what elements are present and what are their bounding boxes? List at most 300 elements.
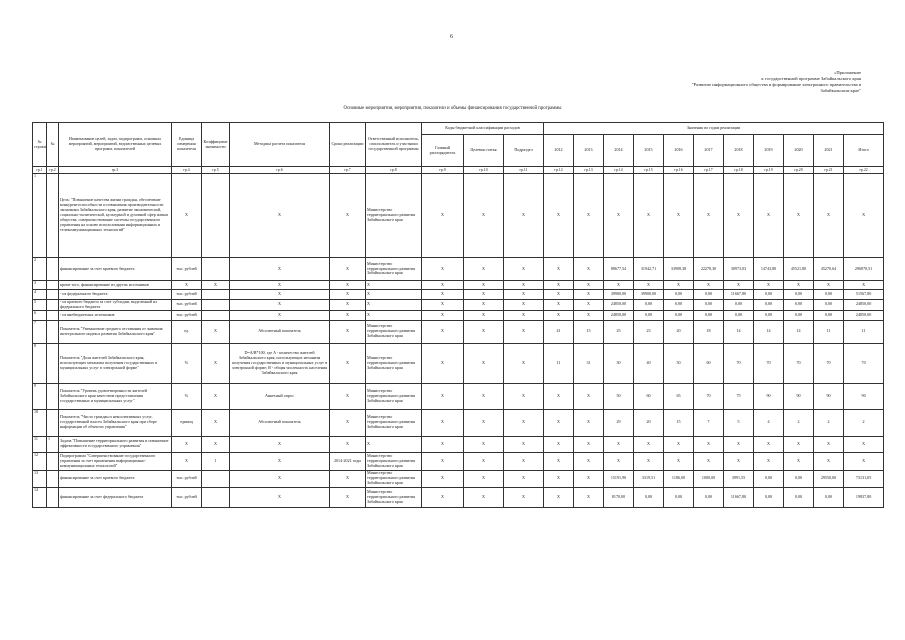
target-article-cell: X [464,470,504,487]
subsection-cell: X [504,320,544,343]
method-cell: Абсолютный показатель [230,320,330,343]
header-year: 2013 [574,135,604,167]
header-coef: Коэффициент значимости [202,123,230,167]
row-number-cell: 11 [33,436,47,452]
name-cell: - из федерального бюджета [59,290,172,300]
executor-cell: Министерство территориального развития Забайкальского края [366,258,422,281]
year-value-cell: X [724,452,754,470]
column-number-cell: гр.16 [664,167,694,174]
subsection-cell: X [504,281,544,290]
year-value-cell: 0,00 [664,310,694,320]
header-subsection: Подраздел [504,135,544,167]
year-value-cell: X [574,281,604,290]
year-value-cell: X [544,290,574,300]
column-number-cell: гр.20 [784,167,814,174]
column-number-cell: гр.6 [230,167,330,174]
year-value-cell: 33908,38 [664,258,694,281]
header-executor: Ответственный исполнитель, соисполнитель и участники государственной программы [366,123,422,167]
year-value-cell: X [574,174,604,258]
main-manager-cell: X [422,174,464,258]
executor-cell: X [366,300,422,311]
target-article-cell: X [464,487,504,507]
year-value-cell: X [544,310,574,320]
year-value-cell: X [574,290,604,300]
document-title: Основные мероприятия, мероприятия, показатели и объемы финансирования государственной программы [343,106,562,111]
column-number-cell: гр.14 [604,167,634,174]
header-row-no: № строки [33,123,47,167]
year-value-cell: 8170,00 [604,487,634,507]
year-value-cell: 3319,51 [634,470,664,487]
year-value-cell: 22278,30 [694,258,724,281]
coef-cell: X [202,409,230,436]
term-cell: X [330,343,366,383]
name-cell: финансирование за счет федерального бюджета [59,487,172,507]
year-value-cell: X [604,174,634,258]
main-manager-cell: X [422,281,464,290]
target-article-cell: X [464,310,504,320]
executor-cell: X [366,281,422,290]
year-value-cell: X [544,409,574,436]
executor-cell: Министерство территориального развития Забайкальского края [366,383,422,409]
item-number-cell [47,452,59,470]
main-manager-cell: X [422,300,464,311]
item-number-cell [47,258,59,281]
year-value-cell: 11667,80 [724,290,754,300]
main-manager-cell: X [422,470,464,487]
column-number-cell: гр.11 [504,167,544,174]
coef-cell: X [202,436,230,452]
method-cell: X [230,281,330,290]
target-article-cell: X [464,281,504,290]
column-number-cell: гр.3 [59,167,172,174]
table-row [33,300,884,311]
row-number-cell: 7 [33,320,47,343]
year-value-cell: X [844,174,884,258]
year-value-cell: 4 [754,409,784,436]
year-value-cell: 90 [844,383,884,409]
subsection-cell: X [504,174,544,258]
unit-cell: % [172,343,202,383]
year-value-cell: 2 [784,409,814,436]
column-number-cell: гр.22 [844,167,884,174]
year-value-cell: 0,00 [754,290,784,300]
table-row [33,383,884,409]
column-number-cell: гр.17 [694,167,724,174]
table-row [33,487,884,507]
year-value-cell: X [574,487,604,507]
year-value-cell: 3991,55 [724,470,754,487]
header-year: 2014 [604,135,634,167]
subsection-cell: X [504,436,544,452]
name-cell: Цель: "Повышение качества жизни граждан, обеспечение конкурентоспособности и повышения производительности экономики Забайкальского края, развитие экономической, социально-политической, культурной и духовной сфер жизни общества, совершенствование системы государственного управления на основе использования информационных и телекоммуникационных технологий" [59,174,172,258]
name-cell: Подпрограмма "Совершенствование государственного управления за счет применения информационно-коммуникационных технологий" [59,452,172,470]
method-cell: X [230,470,330,487]
year-value-cell: 0,00 [724,310,754,320]
row-number-cell: 1 [33,174,47,258]
year-value-cell: 0,00 [664,290,694,300]
unit-cell: X [172,281,202,290]
unit-cell: тыс. рублей [172,290,202,300]
name-cell: кроме того, финансирование из других источников [59,281,172,290]
coef-cell: X [202,343,230,383]
year-value-cell: X [784,452,814,470]
main-manager-cell: X [422,343,464,383]
year-value-cell: X [724,174,754,258]
item-number-cell [47,487,59,507]
year-value-cell: 14 [784,320,814,343]
item-number-cell [47,300,59,311]
year-value-cell: X [604,281,634,290]
unit-cell: тыс. рублей [172,470,202,487]
header-year: 2018 [724,135,754,167]
year-value-cell: 0,00 [664,487,694,507]
main-manager-cell: X [422,436,464,452]
term-cell: X [330,300,366,311]
year-value-cell: 90 [754,383,784,409]
year-value-cell: 0,00 [754,487,784,507]
row-number-cell: 12 [33,452,47,470]
year-value-cell: 70 [814,343,844,383]
year-value-cell: X [784,436,814,452]
year-value-cell: 18 [694,320,724,343]
item-number-cell [47,281,59,290]
year-value-cell: 39900,00 [634,290,664,300]
year-value-cell: 0,00 [814,310,844,320]
header-budget-codes: Коды бюджетной классификации расходов [422,123,544,135]
year-value-cell: 41 [544,320,574,343]
year-value-cell: X [634,174,664,258]
year-value-cell: 0,00 [634,300,664,311]
header-line: «Приложение [834,70,861,75]
year-value-cell: X [634,281,664,290]
coef-cell: X [202,320,230,343]
table-header [33,123,884,174]
main-manager-cell: X [422,290,464,300]
year-value-cell: 0,00 [694,487,724,507]
year-value-cell: X [754,436,784,452]
coef-cell [202,290,230,300]
table-row [33,174,884,258]
subsection-cell: X [504,343,544,383]
year-value-cell: X [664,452,694,470]
table-row [33,470,884,487]
main-manager-cell: X [422,452,464,470]
method-cell: X [230,436,330,452]
year-value-cell: 51567,80 [844,290,884,300]
year-value-cell: 0,00 [814,300,844,311]
year-value-cell: X [694,281,724,290]
target-article-cell: X [464,452,504,470]
year-value-cell: 24850,00 [844,310,884,320]
method-cell: Абсолютный показатель [230,409,330,436]
unit-cell: X [172,452,202,470]
term-cell: X [330,470,366,487]
header-unit: Единица измерения показателя [172,123,202,167]
header-no: № [47,123,59,167]
year-value-cell: X [694,436,724,452]
year-value-cell: 0,00 [784,290,814,300]
header-year: 2015 [634,135,664,167]
subsection-cell: X [504,409,544,436]
coef-cell [202,470,230,487]
column-number-cell: гр.8 [366,167,422,174]
method-cell: Анкетный опрос [230,383,330,409]
year-value-cell: 0,00 [754,300,784,311]
year-value-cell: 25 [604,320,634,343]
subsection-cell: X [504,290,544,300]
table-row [33,436,884,452]
column-numbers-row [33,167,884,174]
method-cell: X [230,487,330,507]
executor-cell: X [366,436,422,452]
year-value-cell: 19837,80 [844,487,884,507]
target-article-cell: X [464,320,504,343]
method-cell: D=A/B*100, где A - количество жителей Забайкальского края, использующих механизм получения государственных и муниципальных услуг в электронной форме; B - общая численность населения Забайкальского края [230,343,330,383]
executor-cell: Министерство территориального развития Забайкальского края [366,174,422,258]
table-row [33,409,884,436]
term-cell: X [330,409,366,436]
year-value-cell: X [544,436,574,452]
row-number-cell: 14 [33,487,47,507]
year-value-cell: 0,00 [694,310,724,320]
method-cell: X [230,290,330,300]
name-cell: финансирование за счет краевого бюджета [59,258,172,281]
year-value-cell: X [724,436,754,452]
column-number-cell: гр.2 [47,167,59,174]
year-value-cell: 11 [844,320,884,343]
unit-cell: % [172,383,202,409]
coef-cell [202,258,230,281]
year-value-cell: X [814,436,844,452]
year-value-cell: X [544,383,574,409]
year-value-cell: 0,00 [724,300,754,311]
year-value-cell: X [574,310,604,320]
unit-cell: тыс. рублей [172,258,202,281]
name-cell: Показатель "Доля жителей Забайкальского края, использующих механизм получения государственных и муниципальных услуг в электронной форме" [59,343,172,383]
header-total: Итого [844,135,884,167]
header-line: Забайкальском крае" [820,88,861,93]
year-value-cell: 2 [814,409,844,436]
subsection-cell: X [504,487,544,507]
page-number: 6 [450,34,453,40]
coef-cell [202,310,230,320]
target-article-cell: X [464,436,504,452]
row-number-cell: 2 [33,258,47,281]
term-cell: X [330,258,366,281]
table-row [33,310,884,320]
year-value-cell: 14 [724,320,754,343]
target-article-cell: X [464,343,504,383]
column-number-cell: гр.15 [634,167,664,174]
item-number-cell: 1 [47,436,59,452]
year-value-cell: 0,00 [784,470,814,487]
year-value-cell: 29 [604,409,634,436]
year-value-cell: X [694,452,724,470]
year-value-cell: 60 [634,383,664,409]
name-cell: финансирование за счет краевого бюджета [59,470,172,487]
year-value-cell: 90 [814,383,844,409]
column-number-cell: гр.9 [422,167,464,174]
main-manager-cell: X [422,258,464,281]
unit-cell: X [172,174,202,258]
executor-cell: Министерство территориального развития Забайкальского края [366,452,422,470]
year-value-cell: X [574,300,604,311]
header-name: Наименование целей, задач, подпрограмм, основных мероприятий, мероприятий, ведомственных целевых программ, показателей [59,123,172,167]
header-values-by-years: Значения по годам реализации [544,123,884,135]
year-value-cell: 23 [634,320,664,343]
year-value-cell: 40 [634,343,664,383]
term-cell: X [330,487,366,507]
year-value-cell: 75 [724,383,754,409]
year-value-cell: 0,00 [814,290,844,300]
table-row [33,320,884,343]
method-cell: X [230,300,330,311]
header-method: Методика расчета показателя [230,123,330,167]
item-number-cell [47,290,59,300]
coef-cell [202,174,230,258]
header-main-manager: Главный распорядитель [422,135,464,167]
year-value-cell: 20 [664,320,694,343]
year-value-cell: 2 [844,409,884,436]
year-value-cell: X [754,174,784,258]
row-number-cell: 9 [33,383,47,409]
header-year: 2020 [784,135,814,167]
column-number-cell: гр.1 [33,167,47,174]
year-value-cell: X [814,452,844,470]
year-value-cell: 0,00 [754,470,784,487]
column-number-cell: гр.4 [172,167,202,174]
year-value-cell: X [574,452,604,470]
term-cell: X [330,281,366,290]
item-number-cell [47,409,59,436]
year-value-cell: X [574,409,604,436]
table-row [33,452,884,470]
year-value-cell: 7 [694,409,724,436]
year-value-cell: 0,00 [694,290,724,300]
table-row [33,281,884,290]
column-number-cell: гр.13 [574,167,604,174]
column-number-cell: гр.7 [330,167,366,174]
year-value-cell: X [544,174,574,258]
coef-cell [202,487,230,507]
header-year: 2012 [544,135,574,167]
column-number-cell: гр.10 [464,167,504,174]
year-value-cell: X [694,174,724,258]
year-value-cell: 50 [664,343,694,383]
row-number-cell: 13 [33,470,47,487]
year-value-cell: 11 [544,343,574,383]
subsection-cell: X [504,310,544,320]
year-value-cell: X [544,487,574,507]
year-value-cell: 70 [784,343,814,383]
main-manager-cell: X [422,383,464,409]
method-cell: X [230,452,330,470]
name-cell: Показатель "Уровень удовлетворенности жителей Забайкальского края качеством предоставления государственных и муниципальных услуг" [59,383,172,409]
row-number-cell: 3 [33,281,47,290]
row-number-cell: 5 [33,300,47,311]
year-value-cell: 15191,90 [604,470,634,487]
year-value-cell: 15 [664,409,694,436]
year-value-cell: X [604,452,634,470]
column-number-cell: гр.19 [754,167,784,174]
year-value-cell: 30 [604,343,634,383]
year-value-cell: X [664,436,694,452]
year-value-cell: X [724,281,754,290]
year-value-cell: 1000,00 [694,470,724,487]
target-article-cell: X [464,258,504,281]
subsection-cell: X [504,452,544,470]
method-cell: X [230,258,330,281]
year-value-cell: X [574,470,604,487]
item-number-cell [47,310,59,320]
year-value-cell: 39900,00 [604,290,634,300]
year-value-cell: X [784,174,814,258]
appendix-header [541,70,861,94]
item-number-cell [47,320,59,343]
executor-cell: Министерство территориального развития Забайкальского края [366,470,422,487]
year-value-cell: X [664,281,694,290]
executor-cell: Министерство территориального развития Забайкальского края [366,487,422,507]
unit-cell: тыс. рублей [172,487,202,507]
method-cell: X [230,310,330,320]
year-value-cell: 0,00 [814,487,844,507]
year-value-cell: 24850,00 [604,300,634,311]
year-value-cell: 15 [574,320,604,343]
target-article-cell: X [464,409,504,436]
name-cell: Показатель "Уменьшение среднего отставания от значения интегрального индекса развития Забайкальского края" [59,320,172,343]
year-value-cell: 60 [694,343,724,383]
year-value-cell: 70 [754,343,784,383]
method-cell: X [230,174,330,258]
year-value-cell: 50 [604,383,634,409]
executor-cell: Министерство территориального развития Забайкальского края [366,320,422,343]
year-value-cell: X [754,281,784,290]
main-manager-cell: X [422,409,464,436]
column-number-cell: гр.21 [814,167,844,174]
item-number-cell [47,174,59,258]
year-value-cell: 0,00 [664,300,694,311]
year-value-cell: 88677,54 [604,258,634,281]
term-cell: X [330,436,366,452]
term-cell: X [330,174,366,258]
unit-cell: тыс. рублей [172,300,202,311]
subsection-cell: X [504,300,544,311]
coef-cell: X [202,383,230,409]
year-value-cell: 0,00 [784,310,814,320]
year-value-cell: 0,00 [634,310,664,320]
year-value-cell: X [544,300,574,311]
header-line: к государственной программе Забайкальского края [761,76,861,81]
item-number-cell [47,470,59,487]
header-year: 2021 [814,135,844,167]
year-value-cell: 90 [784,383,814,409]
target-article-cell: X [464,300,504,311]
subsection-cell: X [504,383,544,409]
year-value-cell: 45270,64 [814,258,844,281]
coef-cell [202,300,230,311]
executor-cell: Министерство территориального развития Забайкальского края [366,343,422,383]
unit-cell: единиц [172,409,202,436]
header-year: 2017 [694,135,724,167]
year-value-cell: X [844,436,884,452]
item-number-cell [47,343,59,383]
term-cell: X [330,320,366,343]
year-value-cell: 45521,80 [784,258,814,281]
header-year: 2016 [664,135,694,167]
term-cell: X [330,290,366,300]
program-table [32,122,884,508]
year-value-cell: 11 [814,320,844,343]
